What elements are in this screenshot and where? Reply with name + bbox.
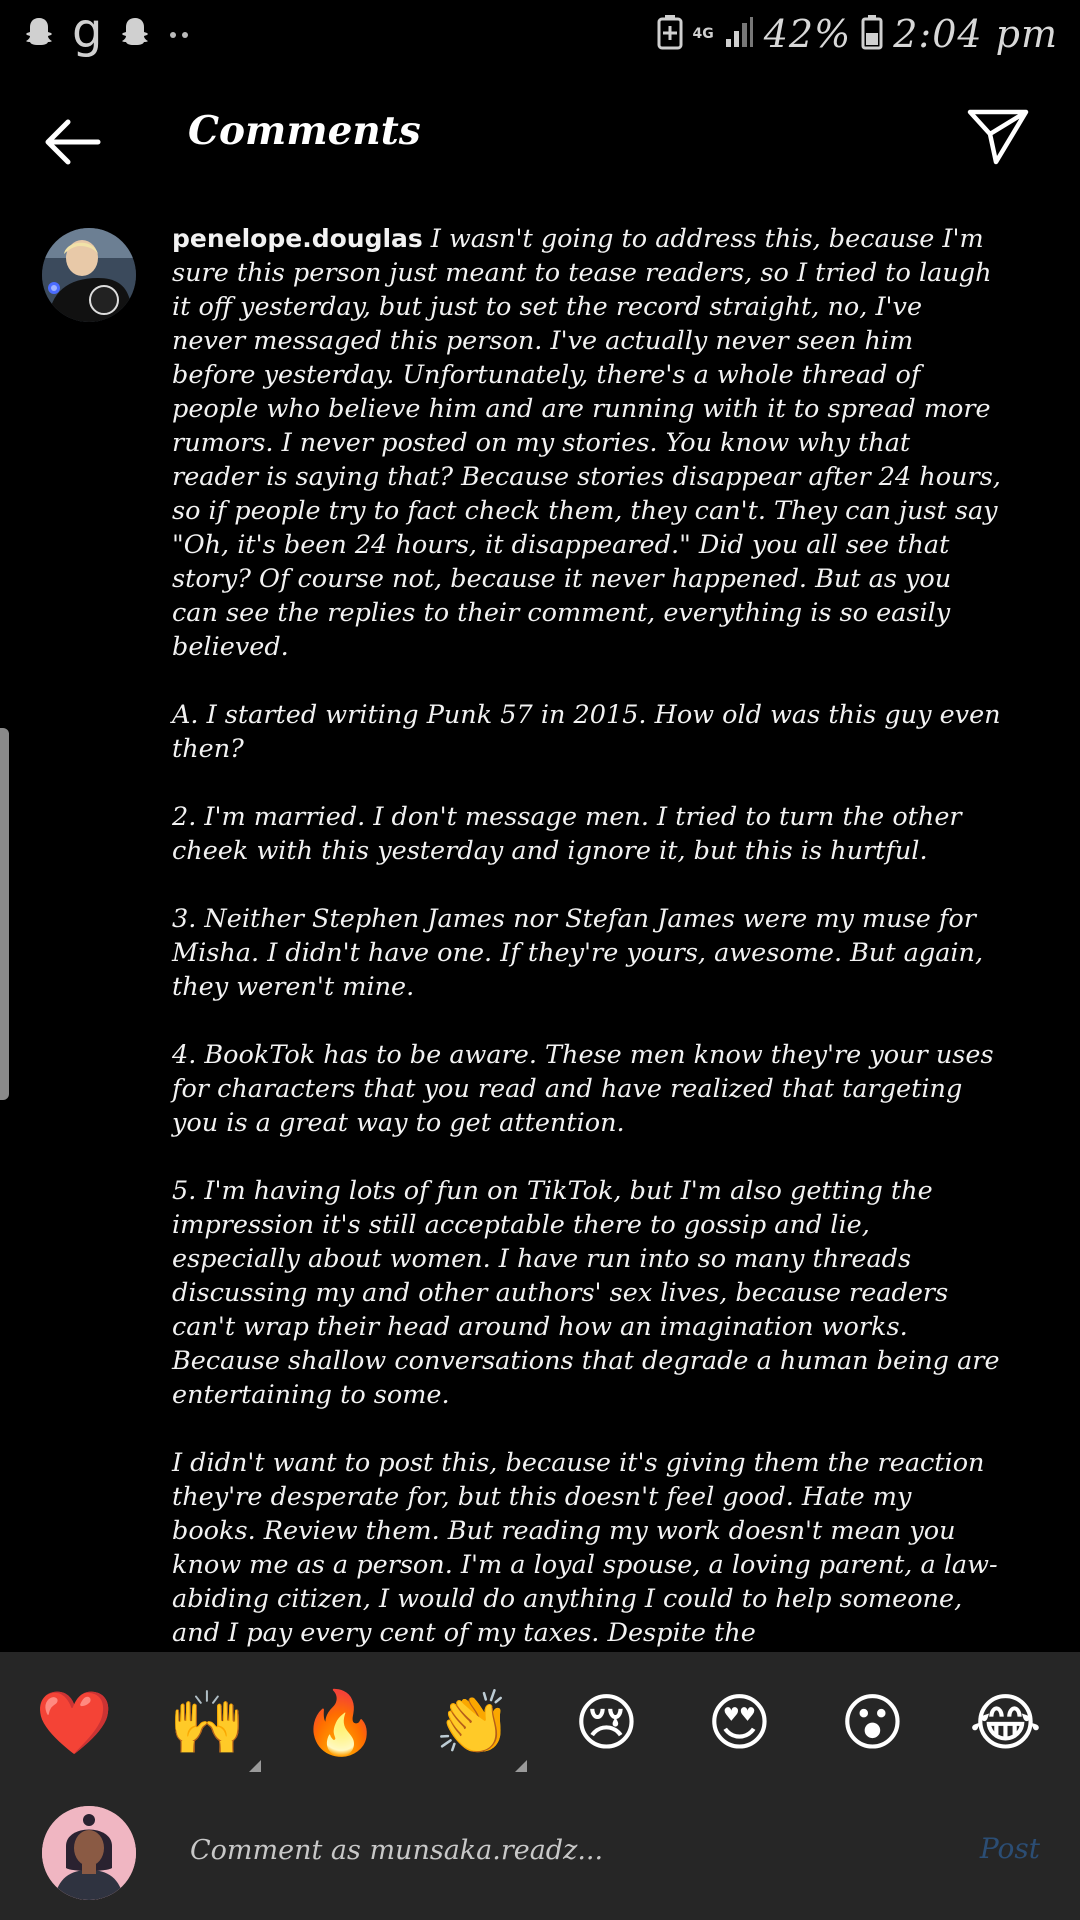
comment-input[interactable]	[188, 1824, 952, 1876]
page-title: Comments	[188, 108, 421, 154]
more-dots-icon	[168, 25, 192, 44]
battery-percentage: 42%	[763, 12, 852, 56]
red-heart-emoji-button[interactable]	[32, 1680, 118, 1766]
comment-paragraph: 3. Neither Stephen James nor Stefan James were my muse for Misha. I didn't have one. If they're yours, awesome. But again, they weren't mine.	[172, 904, 984, 1002]
arrow-left-icon[interactable]	[40, 118, 104, 166]
comment-paragraph: 4. BookTok has to be aware. These men know they're your uses for characters that you read and have realized that targeting you is a great way to get attention.	[172, 1040, 994, 1138]
clapping-hands-emoji-button[interactable]	[431, 1680, 517, 1766]
scrollbar[interactable]	[0, 728, 9, 1100]
comment-paragraph: I didn't want to post this, because it's giving them the reaction they're desperate for, but this doesn't feel good. Hate my books. Review them. But reading my work doesn't mean you know me as a person. I'm a loyal spouse, a loving parent, a law-abiding citizen, I would do anything I could to help someone, and I pay every cent of my taxes. Despite the	[172, 1448, 998, 1648]
comment-composer	[0, 1794, 1080, 1920]
post-button[interactable]: Post	[979, 1832, 1040, 1865]
comment-paragraph: 5. I'm having lots of fun on TikTok, but I'm also getting the impression it's still acceptable there to gossip and lie, especially about women. I have run into so many threads discussing my and other authors' sex lives, because readers can't wrap their head around how an imagination works. Because shallow conversations that degrade a human being are entertaining to some.	[172, 1176, 1000, 1410]
emoji-reaction-bar	[0, 1652, 1080, 1794]
comment-text: I wasn't going to address this, because I'm sure this person just meant to tease readers, so I tried to laugh it off yesterday, but just to set the record straight, no, I've never messaged this person. I've actually never seen him before yesterday. Unfortunately, there's a whole thread of people who believe him and are running with it to spread more rumors. I never posted on my stories. You know why that reader is saying that? Because stories disappear after 24 hours, so if people try to fact check them, they can't. They can just say "Oh, it's been 24 hours, it disappeared." Did you all see that story? Of course not, because it never happened. But as you can see the replies to their comment, everything is so easily believed.	[172, 224, 1001, 662]
paper-plane-icon[interactable]	[966, 104, 1030, 168]
status-bar	[0, 0, 1080, 68]
skin-tone-indicator-icon	[249, 1760, 261, 1772]
signal-icon	[724, 15, 754, 53]
status-right	[657, 12, 1058, 56]
snapchat-icon	[22, 15, 56, 53]
fire-icon: 🔥	[301, 1686, 380, 1759]
raising-hands-emoji-button[interactable]	[165, 1680, 251, 1766]
avatar[interactable]	[42, 228, 136, 322]
comment-username[interactable]: penelope.douglas	[172, 224, 423, 253]
skin-tone-indicator-icon	[515, 1760, 527, 1772]
status-left	[22, 3, 192, 59]
comment-paragraph	[172, 222, 1002, 664]
astonished-face-emoji-button[interactable]	[830, 1680, 916, 1766]
crying-face-icon: 😢	[574, 1686, 639, 1759]
battery-icon	[861, 14, 883, 54]
snapchat-icon	[118, 15, 152, 53]
clock: 2:04 pm	[893, 12, 1058, 56]
tears-of-joy-icon: 😂	[969, 1686, 1042, 1759]
avatar[interactable]	[42, 1806, 136, 1900]
battery-saver-icon	[657, 14, 683, 54]
comment	[0, 222, 1080, 1652]
network-type: 4G	[692, 26, 714, 42]
comment-body	[172, 222, 1002, 1652]
g-icon: g	[72, 3, 103, 59]
tears-of-joy-emoji-button[interactable]	[963, 1680, 1049, 1766]
heart-eyes-emoji-button[interactable]	[697, 1680, 783, 1766]
astonished-face-icon: 😮	[840, 1686, 905, 1759]
header	[0, 90, 1080, 190]
comment-paragraph: 2. I'm married. I don't message men. I tried to turn the other cheek with this yesterday and ignore it, but this is hurtful.	[172, 802, 962, 866]
clapping-hands-icon: 👏	[434, 1686, 513, 1759]
raising-hands-icon: 🙌	[168, 1686, 247, 1759]
comment-paragraph: A. I started writing Punk 57 in 2015. How old was this guy even then?	[172, 700, 1001, 764]
heart-eyes-icon: 😍	[707, 1686, 772, 1759]
red-heart-icon: ❤️	[35, 1686, 114, 1759]
crying-face-emoji-button[interactable]	[564, 1680, 650, 1766]
fire-emoji-button[interactable]	[298, 1680, 384, 1766]
